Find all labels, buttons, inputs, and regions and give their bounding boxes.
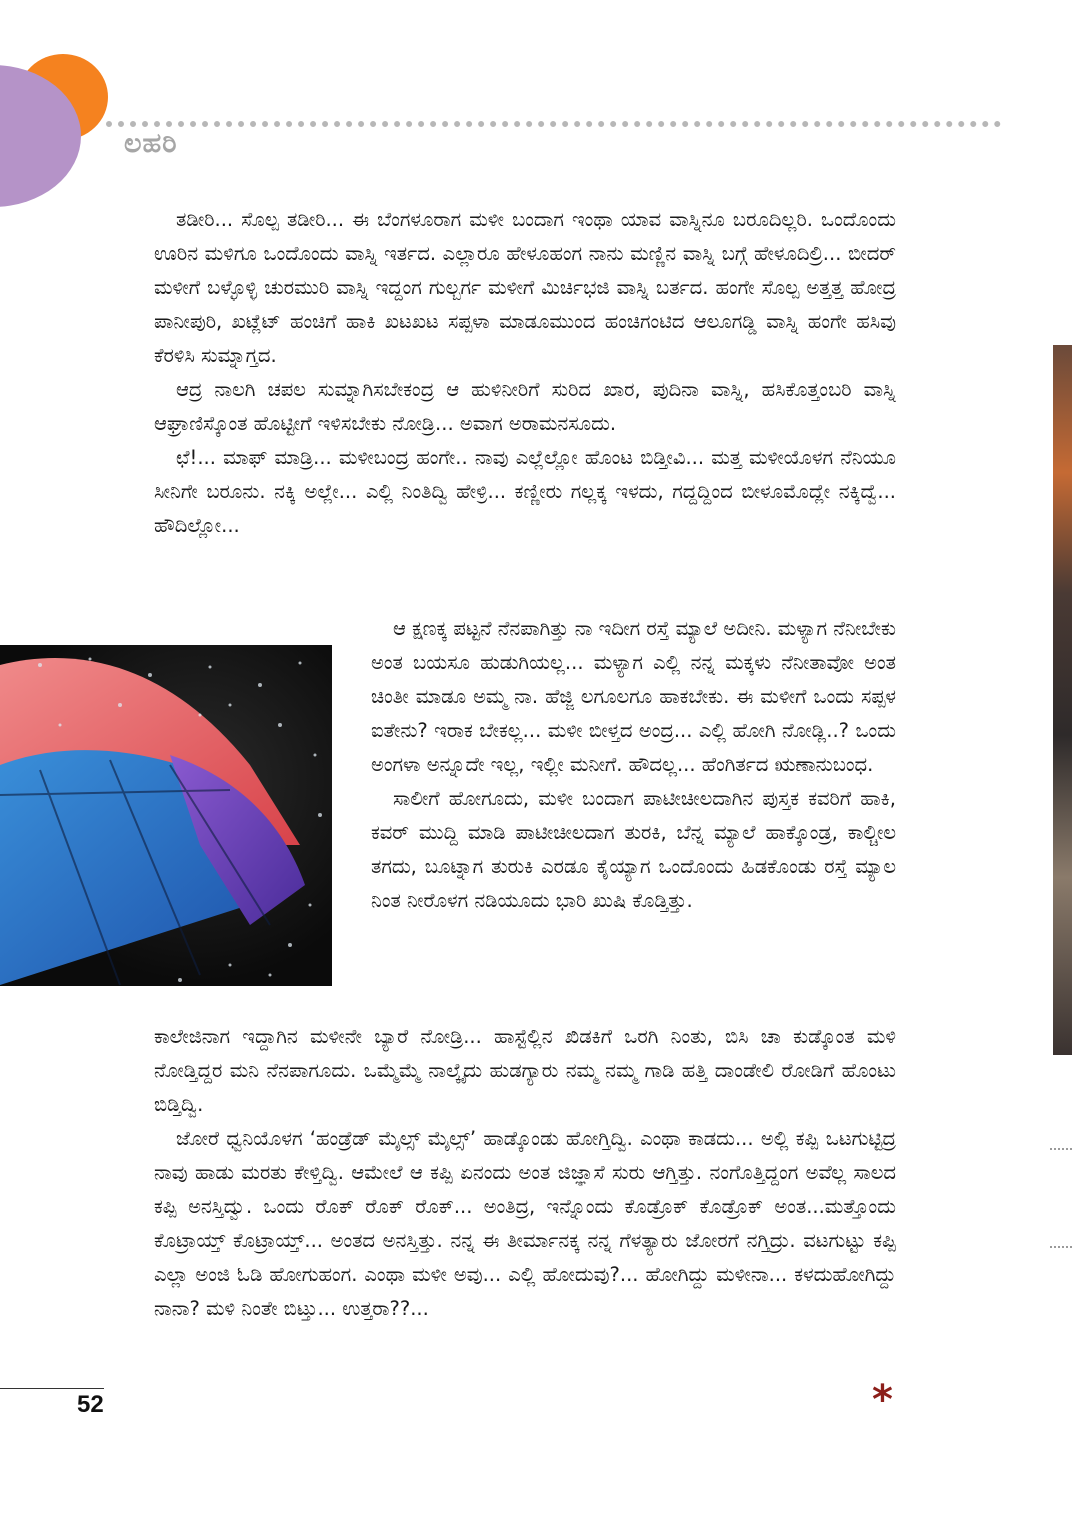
page-number: 52 [77,1391,104,1418]
paragraph: ಕಾಲೇಜಿನಾಗ ಇದ್ದಾಗಿನ ಮಳೀನೇ ಬ್ಯಾರೆ ನೋಡ್ರಿ... ಹಾಸ್ಟೆಲ್ಲಿನ ಖಿಡಕಿಗೆ ಒರಗಿ ನಿಂತು, ಬಿಸಿ ಚಾ ಕುಡ್ಕೊಂತ ಮಳಿ ನೋಡ್ತಿದ್ದರ ಮನಿ ನೆನಪಾಗೂದು. ಒಮ್ಮೆಮ್ಮೆ ನಾಲ್ಕೈದು ಹುಡಗ್ಯಾರು ನಮ್ಮ ನಮ್ಮ ಗಾಡಿ ಹತ್ತಿ ದಾಂಡೇಲಿ ರೋಡಿಗೆ ಹೊಂಟು ಬಿಡ್ತಿದ್ವಿ. [154,1025,896,1116]
paragraph: ಆ ಕ್ಷಣಕ್ಕ ಪಟ್ಟನೆ ನೆನಪಾಗಿತ್ತು ನಾ ಇದೀಗ ರಸ್ತೆ ಮ್ಯಾಲೆ ಅದೀನಿ. ಮಳ್ಯಾಗ ನೆನೀಬೇಕು ಅಂತ ಬಯಸೂ ಹುಡುಗಿಯಲ್ಲ... ಮಳ್ಯಾಗ ಎಲ್ಲಿ ನನ್ನ ಮಕ್ಕಳು ನೆನೀತಾವೋ ಅಂತ ಚಿಂತೀ ಮಾಡೂ ಅಮ್ಮ ನಾ. ಹೆಜ್ಜಿ ಲಗೂಲಗೂ ಹಾಕಬೇಕು. ಈ ಮಳೀಗೆ ಒಂದು ಸಪ್ಪಳ ಐತೇನು? ಇರಾಕ ಬೇಕಲ್ಲ... ಮಳೀ ಬೀಳ್ತದ ಅಂದ್ರ... ಎಲ್ಲಿ ಹೋಗಿ ನೋಡ್ಲಿ..? ಒಂದು ಅಂಗಳಾ ಅನ್ನೂದೇ ಇಲ್ಲ, ಇಲ್ಲೀ ಮನೀಗೆ. ಹೌದಲ್ಲ... ಹೆಂಗಿರ್ತದ ಋಣಾನುಬಂಧ. [371,617,896,776]
umbrella-illustration [0,645,332,986]
footer-rule [0,1388,104,1389]
end-asterisk-icon: * [872,1377,893,1423]
section-title: ಲಹರಿ [124,128,178,159]
umbrella-rain-photo [0,645,332,986]
paragraph: ತಡೀರಿ... ಸೊಲ್ಪ ತಡೀರಿ... ಈ ಬೆಂಗಳೂರಾಗ ಮಳೀ ಬಂದಾಗ ಇಂಥಾ ಯಾವ ವಾಸ್ನಿನೂ ಬರೂದಿಲ್ಲರಿ. ಒಂದೊಂದು ಊರಿನ ಮಳಿಗೂ ಒಂದೊಂದು ವಾಸ್ನಿ ಇರ್ತದ. ಎಲ್ಲಾರೂ ಹೇಳೂಹಂಗ ನಾನು ಮಣ್ಣಿನ ವಾಸ್ನಿ ಬಗ್ಗೆ ಹೇಳೂದಿಲ್ರಿ... ಬೀದರ್ ಮಳೀಗೆ ಬಳ್ಳೊಳ್ಳಿ ಚುರಮುರಿ ವಾಸ್ನಿ ಇದ್ದಂಗ ಗುಲ್ಬರ್ಗ ಮಳೀಗೆ ಮಿರ್ಚಿಭಜಿ ವಾಸ್ನಿ ಬರ್ತದ. ಹಂಗೇ ಸೊಲ್ಪ ಅತ್ತತ್ತ ಹೋದ್ರ ಪಾನೀಪುರಿ, ಖಟ್ಲೆಟ್ ಹಂಚಿಗೆ ಹಾಕಿ ಖಟಖಟ ಸಪ್ಪಳಾ ಮಾಡೂಮುಂದ ಹಂಚಿಗಂಟಿದ ಆಲೂಗಡ್ಡಿ ವಾಸ್ನಿ ಹಂಗೇ ಹಸಿವು ಕೆರಳಿಸಿ ಸುಮ್ನಾಗ್ತದ. [154,208,896,367]
paragraph: ಆದ್ರ ನಾಲಗಿ ಚಪಲ ಸುಮ್ನಾಗಿಸಬೇಕಂದ್ರ ಆ ಹುಳಿನೀರಿಗೆ ಸುರಿದ ಖಾರ, ಪುದಿನಾ ವಾಸ್ನಿ, ಹಸಿಕೊತ್ತಂಬರಿ ವಾಸ್ನಿ ಆಘ್ರಾಣಿಸ್ಕೊಂತ ಹೊಟ್ಟೀಗೆ ಇಳಿಸಬೇಕು ನೋಡ್ರಿ... ಅವಾಗ ಅರಾಮನಸೂದು. [154,378,896,435]
adjacent-page-photo [1053,345,1072,1055]
header-dotted-rule [106,121,1001,127]
paragraph: ಛೆ!... ಮಾಫ್ ಮಾಡ್ರಿ... ಮಳೀಬಂದ್ರ ಹಂಗೇ.. ನಾವು ಎಲ್ಲೆಲ್ಲೋ ಹೊಂಟ ಬಿಡ್ತೀವಿ... ಮತ್ತ ಮಳೀಯೊಳಗ ನೆನಿಯೂ ಸೀನಿಗೇ ಬರೂನು. ನಕ್ಕಿ ಅಲ್ಲೇ... ಎಲ್ಲಿ ನಿಂತಿದ್ವಿ ಹೇಳ್ರಿ... ಕಣ್ಣೀರು ಗಲ್ಲಕ್ಕ ಇಳದು, ಗದ್ದದ್ದಿಂದ ಬೀಳೂಮೊದ್ಲೇ ನಕ್ಕಿದ್ವೆ... ಹೌದಿಲ್ಲೋ... [154,446,896,537]
paragraph: ಜೋರೆ ಧ್ವನಿಯೊಳಗ ‘ಹಂಡ್ರೆಡ್ ಮೈಲ್ಸ್ ಮೈಲ್ಸ್’ ಹಾಡ್ಕೊಂಡು ಹೋಗ್ತಿದ್ವಿ. ಎಂಥಾ ಕಾಡದು... ಅಲ್ಲಿ ಕಪ್ಪಿ ಒಟಗುಟ್ಟಿದ್ರ ನಾವು ಹಾಡು ಮರತು ಕೇಳ್ತಿದ್ವಿ. ಆಮೇಲೆ ಆ ಕಪ್ಪಿ ಏನಂದು ಅಂತ ಜಿಜ್ಞಾಸೆ ಸುರು ಆಗ್ತಿತ್ತು. ನಂಗೊತ್ತಿದ್ದಂಗ ಅವೆಲ್ಲ ಸಾಲದ ಕಪ್ಪಿ ಅನಸ್ತಿದ್ವು. ಒಂದು ರೊಕ್ ರೊಕ್ ರೊಕ್... ಅಂತಿದ್ರ, ಇನ್ನೊಂದು ಕೊಡ್ರೊಕ್ ಕೊಡ್ರೊಕ್ ಅಂತ...ಮತ್ತೊಂದು ಕೊಟ್ರಾಯ್ತ್ ಕೊಟ್ರಾಯ್ತ್... ಅಂತದ ಅನಸ್ತಿತ್ತು. ನನ್ನ ಈ ತೀರ್ಮಾನಕ್ಕ ನನ್ನ ಗೆಳತ್ಯಾರು ಜೋರಗೆ ನಗ್ತಿದ್ರು. ವಟಗುಟ್ಟು ಕಪ್ಪಿ ಎಲ್ಲಾ ಅಂಜಿ ಓಡಿ ಹೋಗುಹಂಗ. ಎಂಥಾ ಮಳೀ ಅವು... ಎಲ್ಲಿ ಹೋದುವು?... ಹೋಗಿದ್ದು ಮಳೀನಾ... ಕಳದುಹೋಗಿದ್ದು ನಾನಾ? ಮಳಿ ನಿಂತೇ ಬಿಟ್ತು... ಉತ್ತರಾ??... [154,1127,896,1320]
article-text-wrapped [371,612,896,918]
article-text-top [154,203,896,543]
article-text-bottom [154,1020,896,1326]
adjacent-page-dotted-rule [1050,1148,1072,1150]
paragraph: ಸಾಲೀಗೆ ಹೋಗೂದು, ಮಳೀ ಬಂದಾಗ ಪಾಟೀಚೀಲದಾಗಿನ ಪುಸ್ತಕ ಕವರಿಗೆ ಹಾಕಿ, ಕವರ್ ಮುದ್ದಿ ಮಾಡಿ ಪಾಟೀಚೀಲದಾಗ ತುರಕಿ, ಬೆನ್ನ ಮ್ಯಾಲೆ ಹಾಕ್ಕೊಂಡ್ರ, ಕಾಲ್ಚೀಲ ತಗದು, ಬೂಟ್ನಾಗ ತುರುಕಿ ಎರಡೂ ಕೈಯ್ಯಾಗ ಒಂದೊಂದು ಹಿಡಕೊಂಡು ರಸ್ತೆ ಮ್ಯಾಲ ನಿಂತ ನೀರೊಳಗ ನಡಿಯೂದು ಭಾರಿ ಖುಷಿ ಕೊಡ್ತಿತ್ತು. [371,787,896,912]
adjacent-page-dotted-rule [1050,1246,1072,1248]
